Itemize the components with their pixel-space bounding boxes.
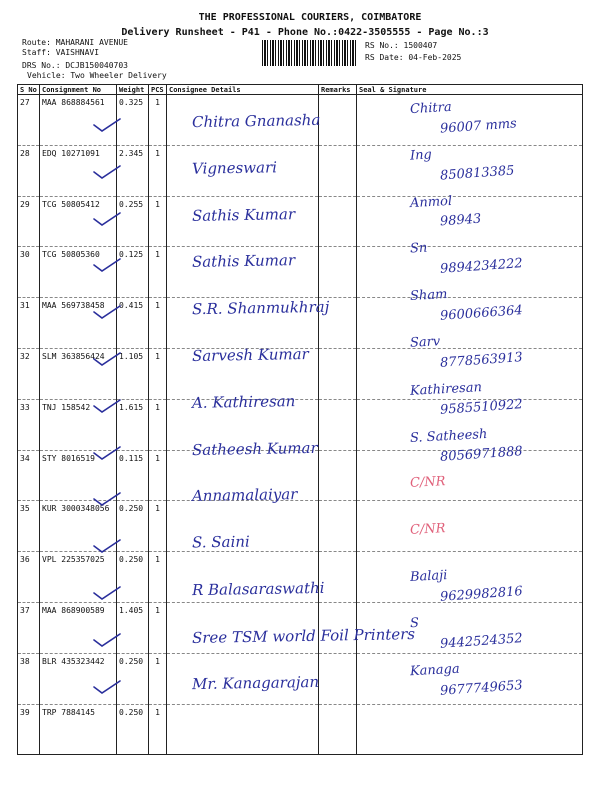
row-sno: 27 [18,95,40,146]
signature-handwriting: Kathiresan [409,379,483,399]
phone-handwriting: 96007 mms [439,116,518,137]
checkmark-icon [92,304,122,320]
row-remarks-cell [319,95,357,146]
row-pcs: 1 [149,399,167,450]
phone-handwriting: 98943 [439,211,482,230]
col-header-signature: Seal & Signature [357,85,583,95]
row-sno: 38 [18,653,40,704]
checkmark-icon [92,398,122,414]
signature-handwriting: Sham [409,287,448,305]
row-consignment: TRP 7884145 [40,704,117,755]
consignee-handwriting: S. Saini [191,532,250,552]
consignee-handwriting: Sree TSM world Foil Printers [191,624,416,647]
row-remarks-cell [319,653,357,704]
row-pcs: 1 [149,653,167,704]
row-weight: 0.255 [117,196,149,247]
row-weight: 2.345 [117,145,149,196]
row-sno: 34 [18,450,40,501]
checkmark-icon [92,585,122,601]
signature-handwriting: Anmol [409,193,453,211]
barcode-image [262,40,358,66]
row-consignment: TNJ 158542 [40,399,117,450]
signature-handwriting: Sn [409,240,428,257]
consignee-handwriting: A. Kathiresan [191,391,296,412]
row-consignment: TCG 50805412 [40,196,117,247]
phone-handwriting: 9600666364 [439,303,524,325]
row-consignee-cell [167,704,319,755]
col-header-consignee: Consignee Details [167,85,319,95]
signature-handwriting: Ing [409,147,433,164]
phone-handwriting: 8056971888 [439,443,524,465]
row-pcs: 1 [149,704,167,755]
phone-handwriting: 850813385 [439,163,515,184]
row-consignment: BLR 435323442 [40,653,117,704]
row-pcs: 1 [149,298,167,349]
row-sno: 31 [18,298,40,349]
row-signature-cell [357,704,583,755]
row-sno: 29 [18,196,40,247]
checkmark-icon [92,164,122,180]
consignee-handwriting: Satheesh Kumar [191,438,318,459]
rs-number: RS No.: 1500407 [365,41,438,50]
row-remarks-cell [319,145,357,196]
runsheet-title: Delivery Runsheet - P41 - Phone No.:0422-3505555 - Page No.:3 [121,27,489,38]
row-weight: 0.250 [117,704,149,755]
row-pcs: 1 [149,95,167,146]
consignee-handwriting: Chitra Gnanasha [191,110,321,132]
row-consignment: STY 8016519 [40,450,117,501]
consignee-handwriting: Mr. Kanagarajan [191,672,320,693]
checkmark-icon [92,538,122,554]
company-title: THE PROFESSIONAL COURIERS, COIMBATORE [198,12,422,23]
row-weight: 0.325 [117,95,149,146]
consignee-handwriting: Vigneswari [191,158,278,178]
row-pcs: 1 [149,145,167,196]
phone-handwriting: 9677749653 [439,677,524,699]
col-header-pcs: PCS [149,85,167,95]
row-consignment: MAA 868884561 [40,95,117,146]
row-signature-cell [357,501,583,552]
col-header-weight: Weight [117,85,149,95]
row-sno: 36 [18,552,40,603]
row-consignment: MAA 569738458 [40,298,117,349]
row-weight: 0.125 [117,247,149,298]
phone-handwriting: 8778563913 [439,350,524,371]
row-signature-cell [357,298,583,349]
staff-label: Staff: VAISHNAVI [22,48,100,57]
phone-handwriting: 9442524352 [439,630,524,652]
row-weight: 0.250 [117,552,149,603]
checkmark-icon [92,257,122,273]
phone-handwriting: 9629982816 [439,584,524,605]
checkmark-icon [92,491,122,507]
signature-handwriting: C/NR [409,474,446,492]
col-header-remarks: Remarks [319,85,357,95]
row-weight: 0.415 [117,298,149,349]
row-sno: 37 [18,602,40,653]
row-pcs: 1 [149,196,167,247]
signature-handwriting: Chitra [409,99,453,118]
row-sno: 35 [18,501,40,552]
row-pcs: 1 [149,552,167,603]
checkmark-icon [92,351,122,367]
row-remarks-cell [319,196,357,247]
row-pcs: 1 [149,247,167,298]
checkmark-icon [92,117,122,133]
row-sno: 28 [18,145,40,196]
consignee-handwriting: Sarvesh Kumar [191,344,309,366]
signature-handwriting: C/NR [409,521,446,539]
row-weight: 0.115 [117,450,149,501]
row-pcs: 1 [149,348,167,399]
col-header-consignment: Consignment No [40,85,117,95]
row-remarks-cell [319,704,357,755]
row-weight: 1.615 [117,399,149,450]
row-remarks-cell [319,247,357,298]
signature-handwriting: S [409,615,420,632]
checkmark-icon [92,445,122,461]
row-remarks-cell [319,399,357,450]
consignee-handwriting: S.R. Shanmukhraj [191,297,330,319]
row-pcs: 1 [149,450,167,501]
row-consignment: TCG 50805360 [40,247,117,298]
row-pcs: 1 [149,501,167,552]
signature-handwriting: Sarv [409,334,441,351]
row-weight: 0.250 [117,501,149,552]
row-consignment: SLM 363856424 [40,348,117,399]
row-consignment: VPL 225357025 [40,552,117,603]
delivery-table [17,84,583,755]
rs-date: RS Date: 04-Feb-2025 [365,53,462,62]
phone-handwriting: 9585510922 [439,396,524,418]
route-label: Route: MAHARANI AVENUE [22,38,128,47]
signature-handwriting: S. Satheesh [409,426,488,446]
row-weight: 1.405 [117,602,149,653]
row-remarks-cell [319,450,357,501]
col-header-sno: S No [18,85,40,95]
row-sno: 39 [18,704,40,755]
row-sno: 30 [18,247,40,298]
row-sno: 32 [18,348,40,399]
row-pcs: 1 [149,602,167,653]
consignee-handwriting: R Balasaraswathi [191,578,325,600]
row-remarks-cell [319,348,357,399]
row-consignment: MAA 868900589 [40,602,117,653]
row-sno: 33 [18,399,40,450]
row-remarks-cell [319,501,357,552]
consignee-handwriting: Sathis Kumar [191,251,296,272]
consignee-handwriting: Sathis Kumar [191,204,296,225]
consignee-handwriting: Annamalaiyar [191,485,298,506]
table-header-row [18,85,583,95]
vehicle-label: Vehicle: Two Wheeler Delivery [27,71,167,80]
row-weight: 1.105 [117,348,149,399]
checkmark-icon [92,632,122,648]
row-consignment: EDQ 10271091 [40,145,117,196]
checkmark-icon [92,679,122,695]
signature-handwriting: Kanaga [409,661,461,679]
row-weight: 0.250 [117,653,149,704]
table-row [18,704,583,755]
signature-handwriting: Balaji [409,568,448,585]
drs-number: DRS No.: DCJB150040703 [22,61,128,70]
phone-handwriting: 9894234222 [439,256,524,278]
row-consignment: KUR 3000348056 [40,501,117,552]
checkmark-icon [92,211,122,227]
